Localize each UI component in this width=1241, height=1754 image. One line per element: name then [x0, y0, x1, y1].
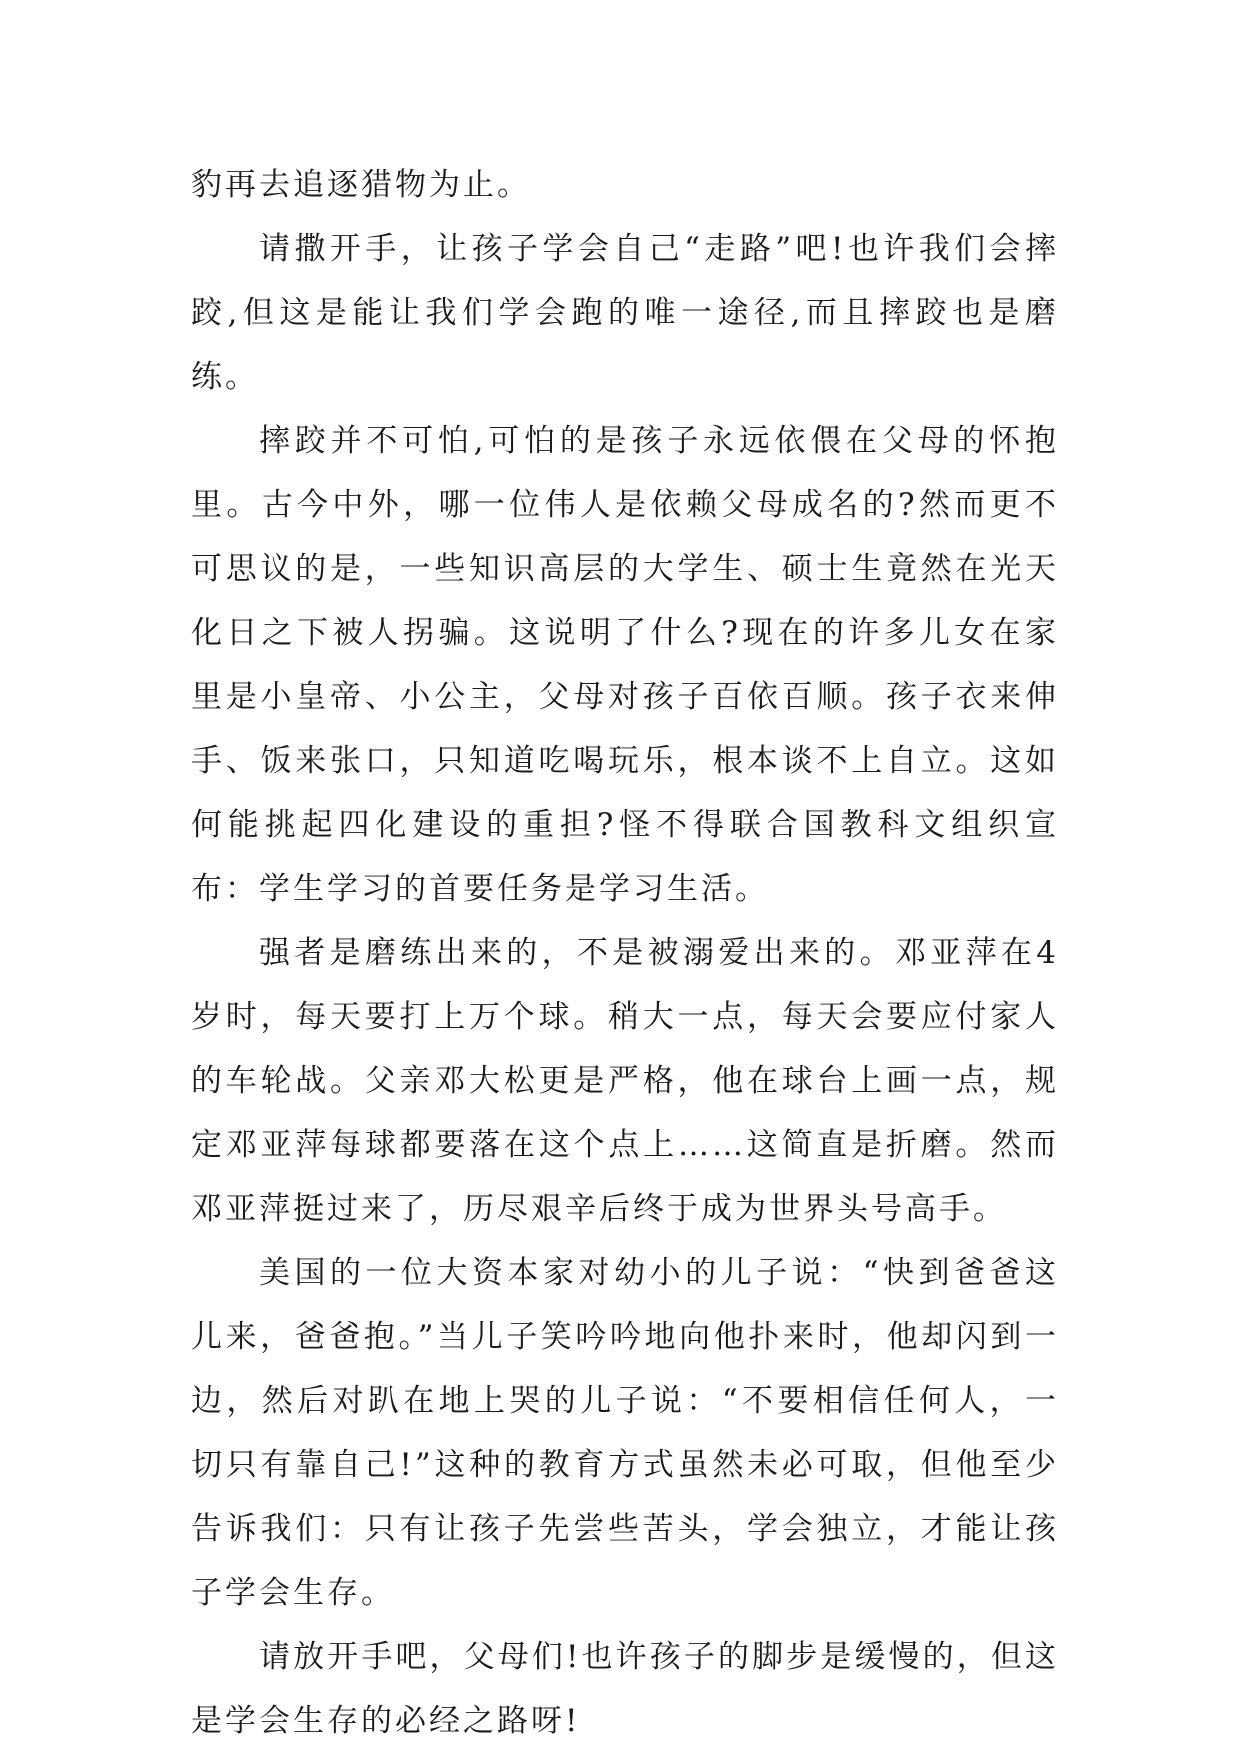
paragraph-american-capitalist: 美国的一位大资本家对幼小的儿子说：“快到爸爸这儿来，爸爸抱。”当儿子笑吟吟地向他扑来时，他却闪到一边，然后对趴在地上哭的儿子说：“不要相信任何人，一切只有靠自己!”这种的教育方式虽然未必可取，但他至少告诉我们：只有让孩子先尝些苦头，学会独立，才能让孩子学会生存。: [191, 1255, 1059, 1611]
paragraph-falling: 摔跤并不可怕,可怕的是孩子永远依偎在父母的怀抱里。古今中外，哪一位伟人是依赖父母成名的?然而更不可思议的是，一些知识高层的大学生、硕士生竟然在光天化日之下被人拐骗。这说明了什么?现在的许多儿女在家里是小皇帝、小公主，父母对孩子百依百顺。孩子衣来伸手、饭来张口，只知道吃喝玩乐，根本谈不上自立。这如何能挑起四化建设的重担?怪不得联合国教科文组织宣布：学生学习的首要任务是学习生活。: [191, 423, 1059, 907]
paragraph-deng-yaping: 强者是磨练出来的，不是被溺爱出来的。邓亚萍在4岁时，每天要打上万个球。稍大一点，每天会要应付家人的车轮战。父亲邓大松更是严格，他在球台上画一点，规定邓亚萍每球都要落在这个点上……这简直是折磨。然而邓亚萍挺过来了，历尽艰辛后终于成为世界头号高手。: [191, 935, 1059, 1227]
paragraph-conclusion: 请放开手吧，父母们!也许孩子的脚步是缓慢的，但这是学会生存的必经之路呀!: [191, 1639, 1059, 1739]
paragraph-let-go: 请撒开手，让孩子学会自己“走路”吧!也许我们会摔跤,但这是能让我们学会跑的唯一途径,而且摔跤也是磨练。: [191, 231, 1059, 395]
paragraph-continuation: 豹再去追逐猎物为止。: [191, 167, 531, 203]
body-text: [191, 153, 1059, 1753]
